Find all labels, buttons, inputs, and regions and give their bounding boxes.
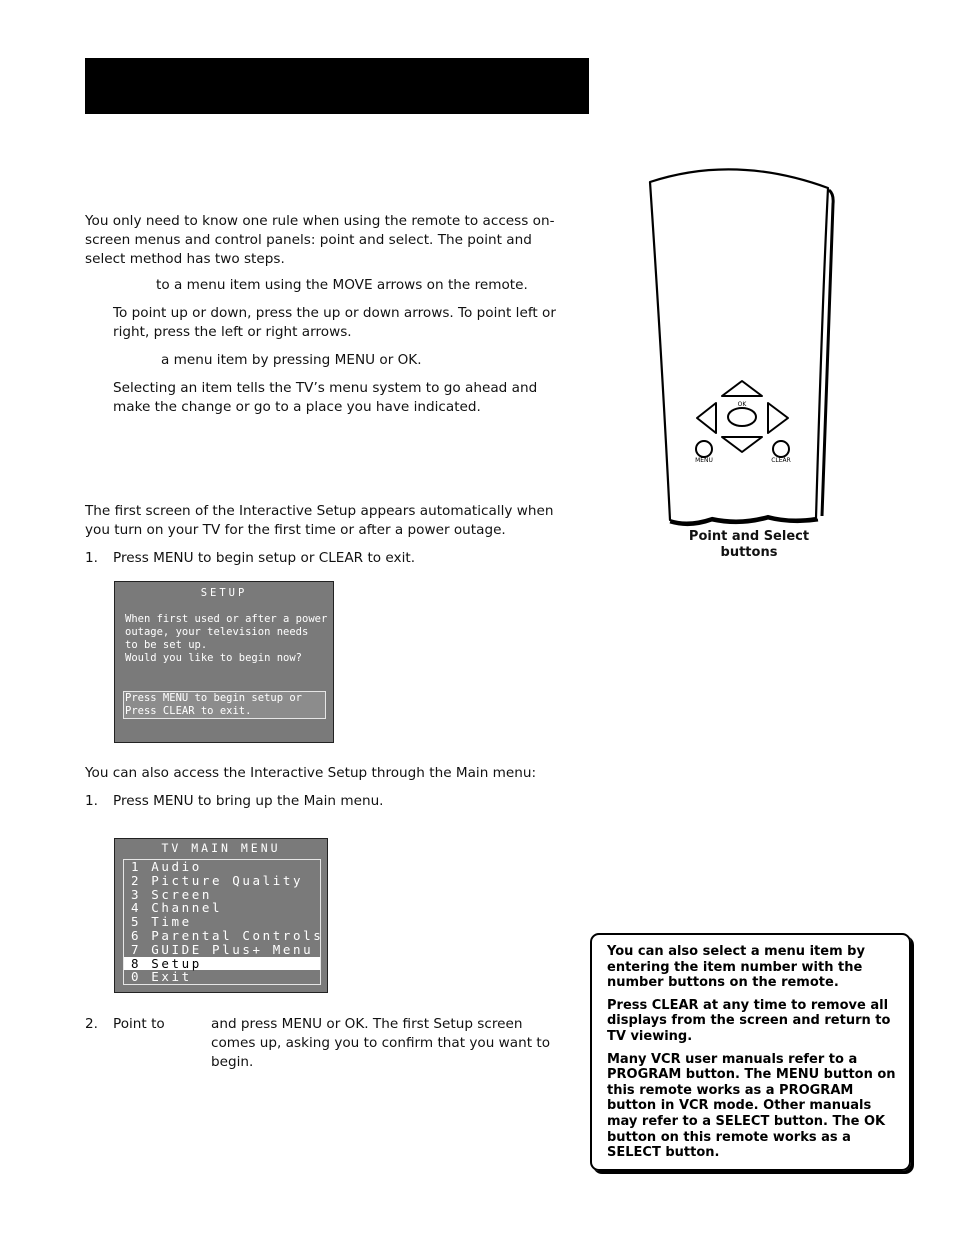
menu-item-screen[interactable]: 3 Screen	[131, 886, 213, 902]
caption-line: buttons	[720, 545, 778, 560]
prompt-line: Press MENU to begin setup or	[125, 692, 303, 704]
setup-message-line: When first used or after a power	[125, 613, 328, 625]
setup-screen-prompt	[123, 691, 326, 719]
point-step-detail: To point up or down, press the up or down arrows. To point left or right, press the left or right arrows.	[113, 305, 556, 340]
setup-step-2-text: and press MENU or OK. The first Setup screen comes up, asking you to confirm that you want to begin.	[211, 1016, 551, 1070]
tip-text: Press CLEAR at any time to remove all displays from the screen and return to TV viewing.	[607, 997, 891, 1044]
remote-caption	[674, 529, 824, 561]
point-select-intro: You only need to know one rule when using the remote to access on-screen menus and control panels: point and select. The point and select method has two steps.	[85, 213, 555, 267]
menu-item-time[interactable]: 5 Time	[131, 914, 192, 930]
ok-label: OK	[737, 401, 747, 408]
menu-label: MENU	[695, 457, 713, 464]
setup-step-2-lead: Point to	[113, 1016, 165, 1032]
select-step-text: a menu item by pressing MENU or OK.	[161, 352, 422, 368]
tv-main-menu-screen	[114, 838, 328, 993]
tip-text: Many VCR user manuals refer to a PROGRAM button. The MENU button on this remote works as a PROGRAM button in VCR mode. Other manuals may refer to a SELECT button. The OK button on this remote works as a SELECT button.	[607, 1051, 896, 1161]
main-menu-step-1: Press MENU to bring up the Main menu.	[113, 793, 384, 809]
setup-message-line: outage, your television needs	[125, 626, 309, 638]
setup-screen-message	[125, 613, 327, 665]
point-step-text: to a menu item using the MOVE arrows on the remote.	[156, 277, 528, 293]
step-number: 1.	[85, 550, 98, 566]
main-menu-list	[123, 859, 324, 985]
setup-screen-title: SETUP	[200, 587, 248, 599]
setup-message-line: Would you like to begin now?	[125, 652, 303, 664]
remote-illustration	[640, 160, 845, 535]
chapter-header-bar	[85, 58, 589, 114]
select-step-detail: Selecting an item tells the TV’s menu system to go ahead and make the change or go to a place you have indicated.	[113, 380, 538, 415]
tips-box	[590, 933, 911, 1171]
menu-item-setup[interactable]: 8 Setup	[124, 957, 320, 971]
menu-item-parental-controls[interactable]: 6 Parental Controls	[131, 927, 324, 943]
prompt-line: Press CLEAR to exit.	[125, 705, 252, 717]
tip-text: You can also select a menu item by entering the item number with the number buttons on the remote.	[607, 944, 865, 991]
setup-screen	[114, 581, 334, 743]
menu-item-guide-plus[interactable]: 7 GUIDE Plus+ Menu	[131, 941, 314, 957]
step-number: 1.	[85, 793, 98, 809]
main-menu-title: TV MAIN MENU	[161, 841, 281, 855]
menu-item-audio[interactable]: 1 Audio	[131, 859, 202, 874]
step-number: 2.	[85, 1016, 98, 1032]
menu-item-exit[interactable]: 0 Exit	[131, 969, 192, 985]
clear-button-icon	[773, 441, 789, 457]
main-menu-intro: You can also access the Interactive Setup through the Main menu:	[85, 765, 537, 781]
setup-message-line: to be set up.	[125, 639, 208, 651]
menu-item-channel[interactable]: 4 Channel	[131, 900, 223, 916]
clear-label: CLEAR	[771, 457, 791, 464]
ok-button-icon	[728, 408, 756, 426]
menu-button-icon	[696, 441, 712, 457]
menu-item-picture-quality[interactable]: 2 Picture Quality	[131, 872, 304, 888]
setup-intro: The first screen of the Interactive Setup appears automatically when you turn on your TV for the first time or after a power outage.	[85, 503, 554, 538]
setup-step-1: Press MENU to begin setup or CLEAR to exit.	[113, 550, 416, 566]
caption-line: Point and Select	[688, 529, 810, 544]
